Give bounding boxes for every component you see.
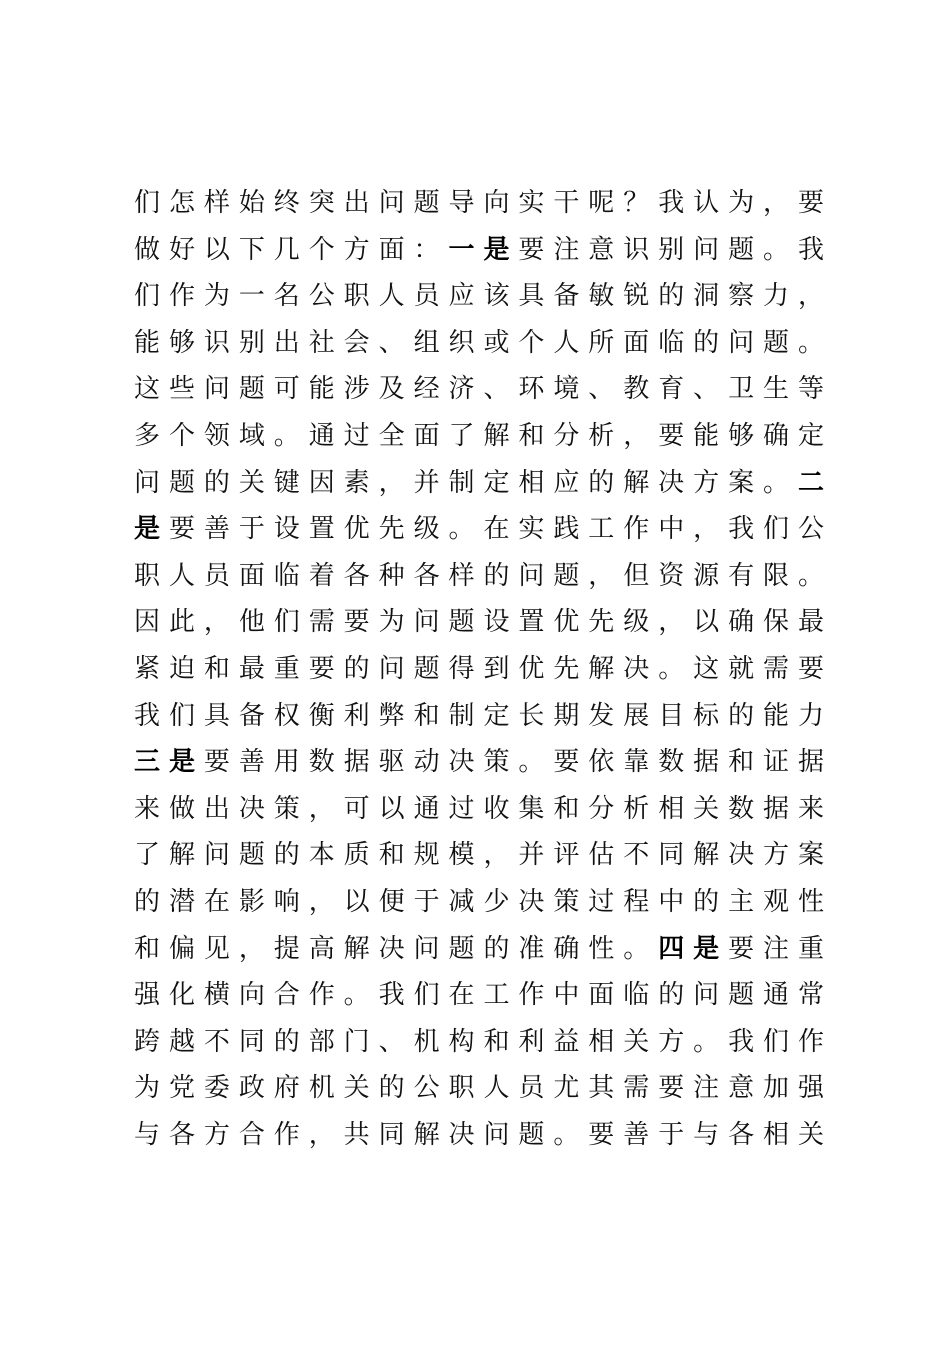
text-segment: 强化横向合作。我们在工作中面临的问题通常: [134, 980, 824, 1011]
text-segment: 和偏见，提高解决问题的准确性。: [134, 933, 659, 964]
text-line: [134, 460, 824, 507]
text-segment: 我们具备权衡利弊和制定长期发展目标的能力: [134, 700, 824, 731]
text-line: [134, 786, 824, 833]
bold-ordinal: 二: [797, 467, 824, 498]
text-segment: 能够识别出社会、组织或个人所面临的问题。: [134, 327, 824, 358]
text-segment: 要善用数据驱动决策。要依靠数据和证据: [203, 747, 824, 778]
body-text: [134, 180, 824, 1158]
text-line: [134, 227, 824, 274]
text-segment: 们怎样始终突出问题导向实干呢？我认为，要: [134, 188, 824, 218]
bold-ordinal: 是: [134, 514, 169, 545]
text-line: [134, 1065, 824, 1112]
text-line: [134, 599, 824, 646]
text-segment: 职人员面临着各种各样的问题，但资源有限。: [134, 560, 824, 591]
text-line: [134, 413, 824, 460]
text-line: [134, 879, 824, 926]
bold-ordinal: 四是: [658, 933, 729, 964]
text-segment: 这些问题可能涉及经济、环境、教育、卫生等: [134, 374, 824, 405]
text-segment: 做好以下几个方面：: [134, 234, 449, 265]
text-segment: 们作为一名公职人员应该具备敏锐的洞察力，: [134, 281, 824, 312]
text-line: [134, 1019, 824, 1066]
text-line: [134, 832, 824, 879]
text-line: [134, 180, 824, 227]
text-segment: 跨越不同的部门、机构和利益相关方。我们作: [134, 1026, 824, 1057]
text-line: [134, 320, 824, 367]
text-line: [134, 1112, 824, 1159]
text-segment: 多个领域。通过全面了解和分析，要能够确定: [134, 420, 824, 451]
text-line: [134, 273, 824, 320]
text-line: [134, 366, 824, 413]
text-segment: 与各方合作，共同解决问题。要善于与各相关: [134, 1119, 824, 1150]
text-segment: 要注重: [728, 933, 824, 964]
text-segment: 的潜在影响，以便于减少决策过程中的主观性: [134, 886, 824, 917]
text-segment: 因此，他们需要为问题设置优先级，以确保最: [134, 607, 824, 638]
text-line: [134, 972, 824, 1019]
text-line: [134, 739, 824, 786]
text-segment: 来做出决策，可以通过收集和分析相关数据来: [134, 793, 824, 824]
text-segment: 紧迫和最重要的问题得到优先解决。这就需要: [134, 653, 824, 684]
text-segment: 问题的关键因素，并制定相应的解决方案。: [134, 467, 798, 498]
text-segment: 要注意识别问题。我: [518, 234, 824, 265]
text-line: [134, 553, 824, 600]
text-segment: 为党委政府机关的公职人员尤其需要注意加强: [134, 1073, 824, 1104]
bold-ordinal: 三是: [134, 747, 204, 778]
text-line: [134, 646, 824, 693]
text-line: [134, 926, 824, 973]
text-segment: 了解问题的本质和规模，并评估不同解决方案: [134, 840, 824, 871]
text-line: [134, 506, 824, 553]
text-line: [134, 693, 824, 740]
bold-ordinal: 一是: [448, 234, 519, 265]
text-segment: 要善于设置优先级。在实践工作中，我们公: [168, 514, 824, 545]
